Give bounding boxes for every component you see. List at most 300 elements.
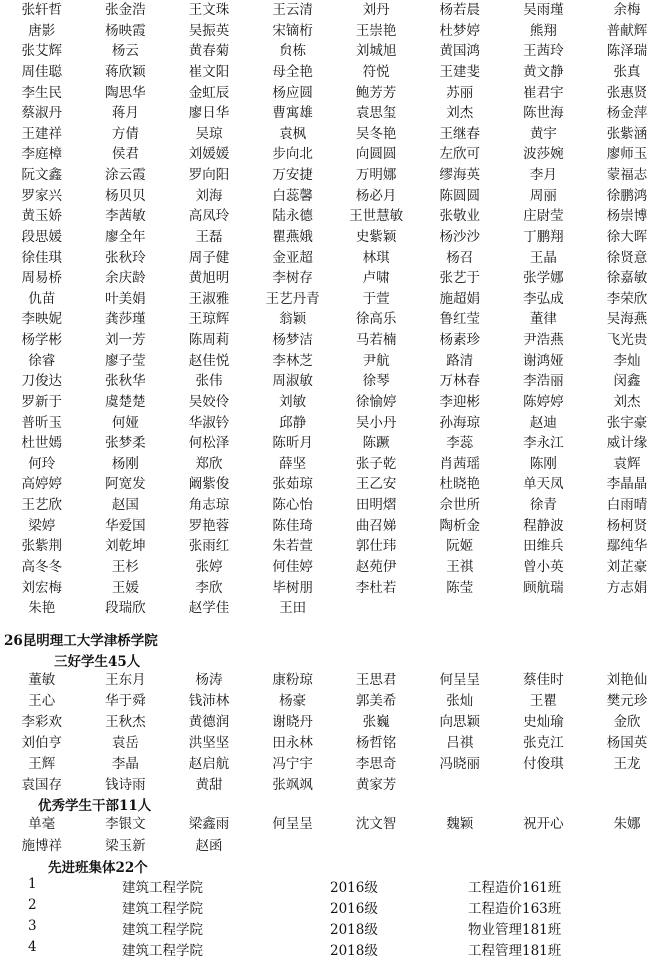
student-name: 曲召娣 [355,517,397,534]
student-name: 张婷 [195,558,223,575]
student-name: 马若楠 [355,332,397,348]
student-name: 黄家芳 [355,777,397,794]
student-name: 李浩丽 [523,373,564,390]
student-name: 崔君宇 [523,84,564,101]
student-name: 刘杰 [446,105,474,122]
class-name: 物业管理181班 [468,922,562,938]
student-name: 徐睿 [28,352,56,369]
class-grade: 2018级 [330,922,378,938]
student-name: 杨云 [111,43,139,60]
student-name: 李迎彬 [439,393,481,410]
student-name: 朱娜 [613,816,641,832]
student-name: 崔文阳 [188,63,230,80]
student-name: 李茜敏 [105,208,146,225]
student-name: 赵佳悦 [188,352,230,369]
student-name: 杜晓艳 [439,476,481,493]
student-name: 吕祺 [446,735,474,752]
student-name: 李银文 [105,816,146,832]
student-name: 吴振英 [188,22,230,39]
student-name: 陈昕月 [272,435,313,452]
student-name: 刘城旭 [355,43,397,60]
student-name: 徐鹏鸿 [606,187,648,204]
student-name: 段瑞欣 [105,600,146,617]
student-name: 王龙 [613,756,641,773]
class-number: 1 [28,876,37,892]
student-name: 向思颖 [439,714,481,731]
student-name: 李欣 [195,579,223,596]
student-name: 尹航 [362,352,390,369]
student-name: 翁颖 [279,311,307,328]
student-name: 刘宏梅 [21,579,63,596]
student-name: 庄尉莹 [523,208,564,225]
student-name: 吴小丹 [355,414,397,431]
student-name: 杨召 [446,249,474,266]
class-number: 3 [28,918,37,934]
student-name: 王云清 [272,2,313,18]
student-name: 罗向阳 [188,167,230,183]
student-name: 瞿燕娥 [272,228,313,245]
student-name: 高凤玲 [188,208,230,225]
student-name: 刘敏 [279,393,307,410]
student-name: 白雨晴 [606,497,648,513]
student-name: 赵迪 [529,414,557,431]
student-name: 张秋玲 [105,249,146,266]
student-name: 李月 [529,167,557,183]
student-name: 陈佳琦 [272,517,313,534]
student-name: 鄢纯华 [606,538,648,555]
student-name: 金虹辰 [188,84,230,101]
student-name: 田维兵 [523,538,564,555]
student-name: 徐嘉敏 [606,270,648,287]
student-name: 杨金萍 [606,105,648,122]
student-name: 谢鸿娅 [523,352,564,369]
student-name: 王心 [28,693,56,710]
student-name: 陈泽瑞 [606,43,648,60]
student-name: 飞光贵 [606,332,648,348]
student-name: 张金浩 [105,2,146,18]
student-name: 普献辉 [606,22,648,39]
student-name: 王文珠 [188,2,230,18]
student-name: 何玲 [28,455,56,472]
student-name: 叶美娟 [105,290,146,307]
student-name: 何娅 [111,414,139,431]
student-name: 赵学佳 [188,600,230,617]
student-name: 李弘成 [523,290,564,307]
student-name: 田永林 [272,735,313,752]
student-name: 缪海英 [439,167,481,183]
student-name: 杨国英 [606,735,648,752]
student-name: 蒋欣颖 [105,63,146,80]
student-name: 王秋杰 [105,714,146,731]
student-name: 王晶 [529,249,557,266]
student-name: 宋镝桁 [272,22,313,39]
student-name: 张紫荆 [21,538,63,555]
student-name: 邱静 [279,414,307,431]
student-name: 袁国存 [21,777,63,794]
class-name: 工程管理181班 [468,943,562,959]
student-name: 王琼辉 [188,311,230,328]
student-name: 白蕊馨 [272,187,313,204]
student-name: 李映妮 [21,311,63,328]
student-name: 肖茜瑶 [439,455,481,472]
class-number: 2 [28,897,37,913]
student-name: 周佳聪 [21,63,63,80]
student-name: 陈蹶 [362,435,390,452]
student-name: 龚莎瑾 [105,311,146,328]
class-grade: 2018级 [330,943,378,959]
class-row [0,939,669,960]
student-name: 李荣欣 [606,290,648,307]
student-name: 徐高乐 [355,311,397,328]
student-name: 袁岳 [111,735,139,752]
student-name: 王艺欣 [21,497,63,513]
three-good-student-grid [0,670,669,797]
student-name: 徐青 [529,497,557,513]
student-name: 高冬冬 [21,558,63,575]
student-name: 李树存 [272,270,313,287]
student-name: 冯宁宇 [272,756,313,773]
student-name: 陆永德 [272,208,313,225]
student-name: 梁婷 [28,517,56,534]
student-name: 虞楚楚 [105,393,146,410]
student-name: 步向北 [272,146,313,163]
student-name: 王艺丹青 [265,290,320,307]
student-name: 赵启航 [188,756,230,773]
student-name: 张敬业 [439,208,481,225]
student-name: 徐佳琪 [21,249,63,266]
class-grade: 2016级 [330,880,378,896]
student-name: 赵函 [195,837,223,854]
student-name: 吴姣伶 [188,393,230,410]
college-name: 建筑工程学院 [122,922,203,938]
student-name: 阮姬 [446,538,474,555]
student-name: 李蕊 [446,435,474,452]
student-name: 袁枫 [279,125,307,142]
student-name: 阚紫俊 [188,476,230,493]
student-name: 张轩哲 [21,2,63,18]
student-name: 王媛 [111,579,139,596]
student-name: 涂云霞 [105,167,146,183]
student-name: 王建祥 [21,125,63,142]
student-name: 袁辉 [613,455,641,472]
student-name: 万林春 [439,373,481,390]
student-name: 李杜若 [355,579,397,596]
student-name: 陈心怡 [272,497,313,513]
student-name: 张惠贤 [606,84,648,101]
student-name: 张巍 [362,714,390,731]
student-name: 刘杰 [613,393,641,410]
class-grade: 2016级 [330,901,378,917]
student-name: 张雨红 [188,538,230,555]
student-name: 余梅 [613,2,641,18]
student-name: 丁鹏翔 [523,228,564,245]
student-name: 赵苑伊 [355,558,397,575]
student-name: 陈婷婷 [523,393,564,410]
student-name: 李彩欢 [21,714,63,731]
student-name: 张梦柔 [105,435,146,452]
student-name: 何佳婷 [272,558,313,575]
student-name: 曹寓雄 [272,105,313,122]
student-name: 吴海燕 [606,311,648,328]
student-name: 阮文鑫 [21,167,63,183]
student-name: 袁思玺 [355,105,397,122]
student-name: 曾小英 [523,558,564,575]
student-name: 史紫颖 [355,228,397,245]
student-name: 王东月 [105,672,146,688]
student-name: 施博祥 [21,837,63,854]
student-name: 黄德润 [188,714,230,731]
student-name: 向圆圆 [355,146,397,163]
student-name: 张克江 [523,735,564,752]
student-name: 郭仕玮 [355,538,397,555]
student-name: 金欣 [613,714,641,731]
student-name: 陈世海 [523,105,564,122]
student-name: 方志娟 [606,579,648,596]
student-name: 尹浩燕 [523,332,564,348]
student-name: 蒙福志 [606,167,648,183]
student-name: 祝开心 [523,816,564,832]
student-name: 李林芝 [272,352,313,369]
classes-title: 先进班集体22个 [48,860,148,876]
student-name: 单天凤 [523,476,564,493]
student-name: 周丽 [529,187,557,204]
student-name: 陈圆圆 [439,187,481,204]
student-name: 杨映霞 [105,22,146,39]
student-name: 唐影 [28,22,56,39]
student-name: 刀俊达 [21,373,63,390]
student-name: 毕树朋 [272,579,313,596]
student-name: 杜世嫣 [21,435,63,452]
student-name: 刘伯亨 [21,735,63,752]
class-name: 工程造价163班 [468,901,562,917]
student-name: 徐愉婷 [355,393,397,410]
student-name: 杨梦洁 [272,332,313,348]
student-name: 华爱国 [105,517,146,534]
student-name: 黄文静 [523,63,564,80]
student-name: 周易桥 [21,270,63,287]
class-number: 4 [28,939,37,955]
student-name: 符悦 [362,63,390,80]
student-name: 蒋月 [111,105,139,122]
student-name: 杨必月 [355,187,397,204]
college-name: 建筑工程学院 [122,901,203,917]
student-name: 顾航瑞 [523,579,564,596]
student-name: 王乙安 [355,476,397,493]
class-row [0,897,669,918]
student-name: 陈莹 [446,579,474,596]
student-name: 何呈呈 [439,672,481,688]
student-name: 徐琴 [362,373,390,390]
student-name: 黄甜 [195,777,223,794]
student-name: 刘海 [195,187,223,204]
student-name: 陶析金 [439,517,481,534]
student-name: 佘世所 [439,497,481,513]
student-name: 余庆龄 [105,270,146,287]
student-name: 廖全年 [105,228,146,245]
student-name: 钱诗雨 [105,777,146,794]
student-name: 刘丹 [362,2,390,18]
student-name: 谢晓丹 [272,714,313,731]
student-name: 侯君 [111,146,139,163]
student-name: 徐贤意 [606,249,648,266]
student-name: 张茹琼 [272,476,313,493]
student-name: 万明娜 [355,167,397,183]
student-name: 杨柯贤 [606,517,648,534]
student-name: 施超娟 [439,290,481,307]
student-name: 金亚超 [272,249,313,266]
three-good-title: 三好学生45人 [54,654,141,670]
student-name: 陶思华 [105,84,146,101]
student-name: 王田 [279,600,307,617]
student-name: 沈文智 [355,816,397,832]
student-name: 罗家兴 [21,187,63,204]
student-name: 朱艳 [28,600,56,617]
student-name: 段思媛 [21,228,63,245]
student-name: 林琪 [362,249,390,266]
student-name: 杨刚 [111,455,139,472]
student-name: 角志琼 [188,497,230,513]
student-name: 王茜玲 [523,43,564,60]
student-name: 廖师玉 [606,146,648,163]
student-name: 刘芷豪 [606,558,648,575]
student-name: 路清 [446,352,474,369]
student-name: 方倩 [111,125,139,142]
student-name: 杨涛 [195,672,223,688]
student-name: 张宇豪 [606,414,648,431]
student-name: 刘一芳 [105,332,146,348]
student-name: 孙海琼 [439,414,481,431]
student-name: 普昕玉 [21,414,63,431]
student-name: 张飒飒 [272,777,313,794]
student-name: 董律 [529,311,557,328]
student-name: 李庭樟 [21,146,63,163]
student-name: 黄玉娇 [21,208,63,225]
student-name: 鲁红莹 [439,311,481,328]
student-name: 何呈呈 [272,816,313,832]
student-name: 梁鑫雨 [188,816,230,832]
student-name: 蔡佳时 [523,672,564,688]
student-name: 仇苗 [28,290,56,307]
student-name: 黄宇 [529,125,557,142]
student-name: 赵国 [111,497,139,513]
student-name: 刘乾坤 [105,538,146,555]
student-name: 苏丽 [446,84,474,101]
student-name: 杨若晨 [439,2,481,18]
student-name: 杨豪 [279,693,307,710]
student-name: 高婷婷 [21,476,63,493]
college-name: 建筑工程学院 [122,880,203,896]
student-name: 左欣可 [439,146,481,163]
student-name: 陈周莉 [188,332,230,348]
student-name: 薛坚 [279,455,307,472]
student-name: 朱若萱 [272,538,313,555]
student-name: 熊翔 [529,22,557,39]
college-heading: 26昆明理工大学津桥学院 [4,633,158,649]
student-name: 杨哲铭 [355,735,397,752]
student-name: 张秋华 [105,373,146,390]
student-name: 张真 [613,63,641,80]
student-name: 梁玉新 [105,837,146,854]
student-name: 华淑钤 [188,414,230,431]
student-name: 罗艳蓉 [188,517,230,534]
cadre-title: 优秀学生干部11人 [38,798,152,814]
student-name: 李晶晶 [606,476,648,493]
student-name: 杜梦婷 [439,22,481,39]
student-name: 黄国鸿 [439,43,481,60]
class-name: 工程造价161班 [468,880,562,896]
student-name: 杨沙沙 [439,228,481,245]
student-name: 王崇艳 [355,22,397,39]
student-name: 廖日华 [188,105,230,122]
student-name: 洪坚坚 [188,735,230,752]
student-name: 王世慧敏 [349,208,404,225]
student-name: 史灿瑜 [523,714,564,731]
student-name: 樊元珍 [606,693,648,710]
student-name: 闵鑫 [613,373,641,390]
student-name: 威计缘 [606,435,648,452]
college-name: 建筑工程学院 [122,943,203,959]
student-name: 蔡淑丹 [21,105,63,122]
student-name: 王瞿 [529,693,557,710]
student-name: 廖子莹 [105,352,146,369]
student-name: 董敏 [28,672,56,688]
student-name: 李永江 [523,435,564,452]
student-name: 阿宽发 [105,476,146,493]
student-name: 康粉琼 [272,672,313,688]
student-name: 张艺于 [439,270,481,287]
student-name: 张艾辉 [21,43,63,60]
student-name: 王祺 [446,558,474,575]
student-name: 付俊琪 [523,756,564,773]
student-name: 冯晓丽 [439,756,481,773]
student-name: 徐大晖 [606,228,648,245]
student-name: 单毫 [28,816,56,832]
student-name: 郑欣 [195,455,223,472]
student-name: 母全艳 [272,63,313,80]
student-name: 周子健 [188,249,230,266]
student-name: 王辉 [28,756,56,773]
student-name: 杨应圆 [272,84,313,101]
student-name: 贠栋 [279,43,307,60]
student-name: 刘媛媛 [188,146,230,163]
student-name: 刘艳仙 [606,672,648,688]
student-name: 鲍芳芳 [355,84,397,101]
student-name: 杨贝贝 [105,187,146,204]
student-name: 张学娜 [523,270,564,287]
student-name: 吴冬艳 [355,125,397,142]
student-name: 李思奇 [355,756,397,773]
student-name: 王继春 [439,125,481,142]
student-name: 李晶 [111,756,139,773]
student-name: 黄春菊 [188,43,230,60]
student-name: 张伟 [195,373,223,390]
student-name: 陈刚 [529,455,557,472]
student-name: 杨学彬 [21,332,63,348]
student-name: 吴琼 [195,125,223,142]
student-name: 钱沛林 [188,693,230,710]
student-name: 郭美希 [355,693,397,710]
student-name: 张灿 [446,693,474,710]
student-name: 王淑雅 [188,290,230,307]
student-name: 张子乾 [355,455,397,472]
student-name: 吴雨瑾 [523,2,564,18]
student-name: 程静波 [523,517,564,534]
student-name: 于萱 [362,290,390,307]
student-name: 卢啸 [362,270,390,287]
student-name: 王磊 [195,228,223,245]
student-name: 王建斐 [439,63,481,80]
student-name: 罗新于 [21,393,63,410]
